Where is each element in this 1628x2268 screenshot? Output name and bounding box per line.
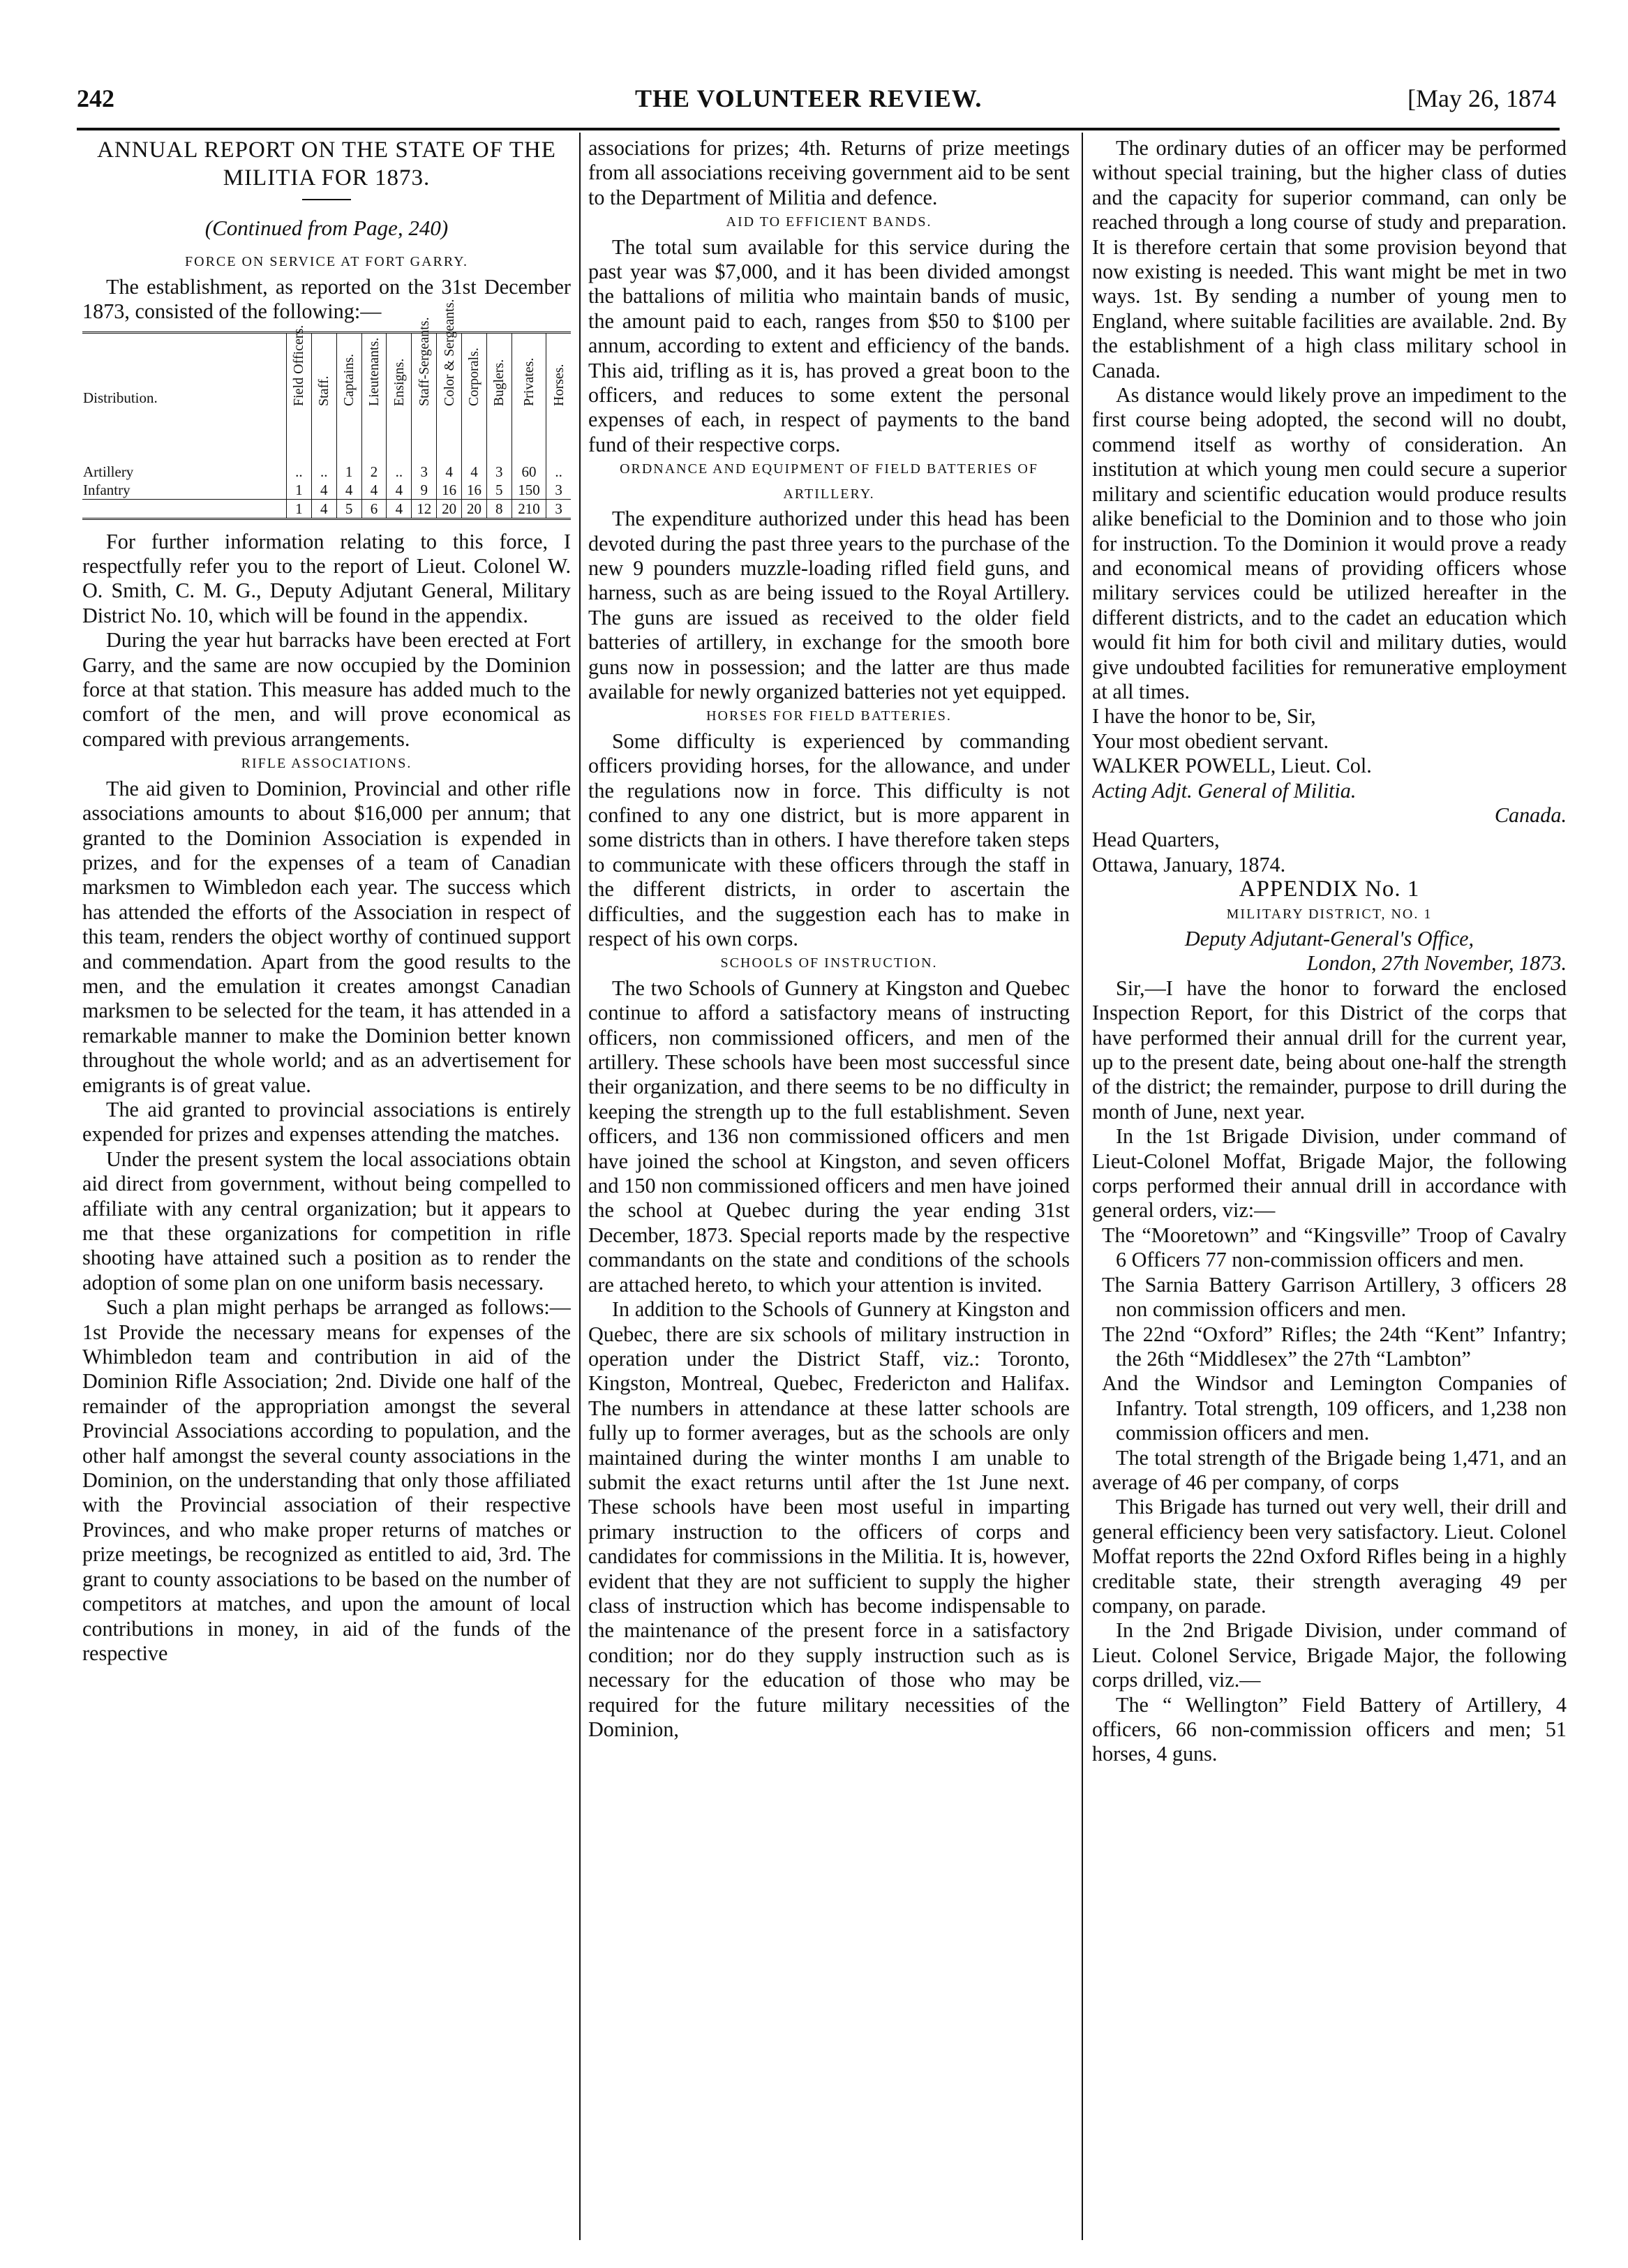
list-item: The 22nd “Oxford” Rifles; the 24th “Kent” Infantry; the 26th “Middlesex” the 27th “Lambton”: [1102, 1322, 1567, 1371]
appendix-title: APPENDIX No. 1: [1239, 876, 1420, 902]
paragraph: Such a plan might perhaps be arranged as follows:—1st Provide the necessary means for expenses of the Whimbledon team and contribution in aid of the Dominion Rifle Association; 2nd. Divide one half of the remainder of the appropriation amongst the several Provincial Associations according to population, and the other half amongst the several county associations in the Dominion, on the understanding that only those affiliated with the Provincial association of their respective Provinces, and who make proper returns of matches or prize meetings, be recognized as entitled to aid, 3rd. The grant to county associations to be based on the number of competitors at matches, and upon the amount of local contributions in money, in aid of the funds of the respective: [82, 1295, 571, 1665]
total-cell: 6: [361, 499, 387, 518]
total-cell: 5: [336, 499, 361, 518]
total-cell: 1: [287, 499, 312, 518]
paragraph: In the 1st Brigade Division, under command of Lieut-Colonel Moffat, Brigade Major, the following corps performed their annual drill in accordance with general orders, viz:—: [1092, 1124, 1567, 1223]
paragraph: Under the present system the local associations obtain aid direct from government, without being compelled to affiliate with any central organization; but it appears to me that these organizations for competition in rifle shooting have attained such a position as to render the adoption of some plan on one uniform basis necessary.: [82, 1147, 571, 1295]
continued-note: (Continued from Page, 240): [204, 216, 449, 240]
paragraph: In addition to the Schools of Gunnery at Kingston and Quebec, there are six schools of military instruction in operation under the District Staff, viz.: Toronto, Kingston, Montreal, Quebec, Fredericton and Halifax. The numbers in attendance at these latter schools are fully up to former averages, but as the schools are only maintained during the winter months I am unable to submit the exact returns until after the 1st June next. These schools have been most useful in imparting primary instruction to the officers of corps and candidates for commissions in the Militia. It is, however, evident that they are not sufficient to supply the higher class of instruction which has become indispensable to the maintenance of the present force in a satisfactory condition; nor do they supply instruction such as is necessary for the education of those who may be required for the future military necessities of the Dominion,: [588, 1297, 1070, 1741]
table-cell: 4: [336, 481, 361, 500]
table-cell: ..: [387, 463, 412, 481]
section-heading: RIFLE ASSOCIATIONS.: [241, 756, 412, 772]
paragraph: As distance would likely prove an impediment to the first course being adopted, the second will no doubt, commend itself as worthy of consideration. An institution at which young men could secure a superior military and scientific education would produce results alike beneficial to the Dominion and to those who join for instruction. To the Dominion it would prove a ready and economical means of providing officers whose military services could be utilized hereafter in the different districts, and to the cadet an education which would fit him for both civil and military duties, would give undoubted facilities for remunerative employment at all times.: [1092, 383, 1567, 703]
paragraph: The total strength of the Brigade being 1,471, and an average of 46 per company, of corps: [1092, 1445, 1567, 1494]
table-cell: 4: [361, 481, 387, 500]
paragraph: The establishment, as reported on the 31st December 1873, consisted of the following:—: [82, 274, 571, 324]
total-cell: 210: [511, 499, 546, 518]
list-item: And the Windsor and Lemington Companies of Infantry. Total strength, 109 officers, and 1,238 non commission officers and men.: [1102, 1371, 1567, 1445]
table-cell: 16: [462, 481, 487, 500]
closing-line: Your most obedient servant.: [1092, 729, 1329, 753]
table-row-label-header: Distribution.: [83, 389, 158, 407]
page-number: 242: [77, 84, 114, 112]
issue-date: [May 26, 1874: [1407, 84, 1556, 112]
table-cell: 4: [311, 481, 336, 500]
total-cell: 4: [311, 499, 336, 518]
total-cell: 20: [462, 499, 487, 518]
table-cell: 4: [387, 481, 412, 500]
office-line: Deputy Adjutant-General's Office,: [1184, 927, 1474, 950]
column-2: [588, 136, 1070, 2244]
table-cell: ..: [287, 463, 312, 481]
list-item: The “Mooretown” and “Kingsville” Troop of Cavalry 6 Officers 77 non-commission officers and men.: [1102, 1223, 1567, 1272]
column-divider-1: [579, 133, 581, 2240]
paragraph: The aid granted to provincial associations is entirely expended for prizes and expenses attending the matches.: [82, 1097, 571, 1147]
table-cell: 1: [336, 463, 361, 481]
total-cell: 4: [387, 499, 412, 518]
column-header: Staff.: [316, 375, 332, 406]
table-cell: 9: [412, 481, 437, 500]
signature-place: Canada.: [1494, 803, 1567, 827]
column-header: Color & Sergeants.: [441, 299, 457, 406]
column-header: Ensigns.: [391, 358, 407, 406]
paragraph: The two Schools of Gunnery at Kingston and Quebec continue to afford a satisfactory means of instructing officers, non commissioned officers, and men of the artillery. These schools have been most successful since their organization, and there seems to be no difficulty in keeping the strength up to the full establishment. Seven officers, and 136 non commissioned officers and men have joined the school at Kingston, and seven officers and 150 non commissioned officers and men have joined the school at Quebec during the year ending 31st December, 1873. Special reports made by the respective commandants on the state and conditions of the schools are attached hereto, to which your attention is invited.: [588, 976, 1070, 1297]
table-cell: 3: [412, 463, 437, 481]
column-header: Privates.: [521, 357, 537, 406]
list-item: The Sarnia Battery Garrison Artillery, 3 officers 28 non commission officers and men.: [1102, 1272, 1567, 1322]
header-rule: [77, 128, 1560, 130]
table-cell: 2: [361, 463, 387, 481]
column-3: [1092, 136, 1567, 2244]
paragraph: For further information relating to this force, I respectfully refer you to the report of Lieut. Colonel W. O. Smith, C. M. G., Deputy Adjutant General, Military District No. 10, which will be found in the appendix.: [82, 529, 571, 627]
table-total-row: [82, 499, 571, 518]
table-cell: 60: [511, 463, 546, 481]
table-cell: 3: [486, 463, 511, 481]
signature-name: WALKER POWELL, Lieut. Col.: [1092, 754, 1372, 778]
section-heading: FORCE ON SERVICE AT FORT GARRY.: [185, 254, 468, 270]
row-label: Infantry: [83, 481, 130, 498]
headquarters-line: Head Quarters,: [1092, 828, 1220, 852]
journal-title: THE VOLUNTEER REVIEW.: [635, 84, 983, 112]
column-divider-2: [1082, 133, 1083, 2240]
column-1: [82, 136, 571, 2244]
total-cell: 12: [412, 499, 437, 518]
section-heading: AID TO EFFICIENT BANDS.: [726, 214, 932, 230]
paragraph: Some difficulty is experienced by commanding officers providing horses, for the allowance, and under the regulations now in force. This difficulty is not confined to any one district, but is more apparent in some districts than in others. I have therefore taken steps to communicate with these officers through the staff in the different districts, in order to ascertain the difficulties, and the suggestion each has to make in respect of his own corps.: [588, 729, 1070, 950]
section-heading: SCHOOLS OF INSTRUCTION.: [720, 955, 938, 971]
column-header: Staff-Sergeants.: [416, 317, 432, 406]
closing-line: I have the honor to be, Sir,: [1092, 704, 1316, 729]
table-row: [82, 481, 571, 500]
total-cell: 3: [546, 499, 571, 518]
page-header: [77, 84, 1556, 126]
paragraph: This Brigade has turned out very well, their drill and general efficiency been very satisfactory. Lieut. Colonel Moffat reports the 22nd Oxford Rifles being in a highly creditable state, their strength averaging 49 per company, on parade.: [1092, 1495, 1567, 1618]
table-cell: 3: [546, 481, 571, 500]
table-cell: ..: [311, 463, 336, 481]
paragraph: The expenditure authorized under this head has been devoted during the past three years to the purchase of the new 9 pounders muzzle-loading rifled field guns, and harness, such as are being issued to the Royal Artillery. The guns are issued as received to the older field batteries of artillery, in exchange for the smooth bore guns now in possession; and the latter are thus made available for newly organized batteries not yet equipped.: [588, 507, 1070, 703]
total-cell: 20: [437, 499, 462, 518]
paragraph: During the year hut barracks have been erected at Fort Garry, and the same are now occupied by the Dominion force at that station. This measure has added much to the comfort of the men, and will prove economical as compared with previous arrangements.: [82, 628, 571, 751]
section-heading: MILITARY DISTRICT, NO. 1: [1226, 906, 1433, 922]
paragraph: The “ Wellington” Field Battery of Artillery, 4 officers, 66 non-commission officers and men; 51 horses, 4 guns.: [1092, 1692, 1567, 1766]
signature-title: Acting Adjt. General of Militia.: [1092, 778, 1357, 803]
table-cell: 150: [511, 481, 546, 500]
paragraph: The aid given to Dominion, Provincial and other rifle associations amounts to about $16,000 per annum; that granted to the Dominion Association is expended in prizes, and for the expenses of a team of Canadian marksmen to Wimbledon each year. The success which has attended the efforts of the Association in respect of this team, renders the object worthy of continued support and commendation. Apart from the good results to the men, and the emulation it creates amongst Canadian marksmen to be selected for the team, it has attended in a remarkable manner to make the Dominion better known throughout the whole world; and as an advertisement for emigrants is of great value.: [82, 776, 571, 1097]
place-date-line: London, 27th November, 1873.: [1306, 951, 1567, 976]
table-cell: 4: [437, 463, 462, 481]
article-title: ANNUAL REPORT ON THE STATE OF THE MILITIA FOR 1873.: [97, 137, 556, 191]
paragraph: Sir,—I have the honor to forward the enclosed Inspection Report, for this District of the corps that have performed their annual drill for the current year, up to the present date, being about one-half the strength of the district; the remainder, purpose to drill during the month of June, next year.: [1092, 976, 1567, 1124]
table-cell: 1: [287, 481, 312, 500]
total-cell: 8: [486, 499, 511, 518]
table-cell: ..: [546, 463, 571, 481]
table-row: [82, 463, 571, 481]
headquarters-date: Ottawa, January, 1874.: [1092, 852, 1286, 876]
paragraph: associations for prizes; 4th. Returns of prize meetings from all associations receiving government aid to be sent to the Department of Militia and defence.: [588, 136, 1070, 209]
paragraph: In the 2nd Brigade Division, under command of Lieut. Colonel Service, Brigade Major, the following corps drilled, viz.—: [1092, 1618, 1567, 1692]
paragraph: The total sum available for this service during the past year was $7,000, and it has been divided amongst the battalions of militia who maintain bands of music, the amount paid to each, ranges from $50 to $100 per annum, according to extent and efficiency of the bands. This aid, trifling as it is, has proved a great boon to the officers, and reduces to some extent the personal expenses of each, in respect of payments to the band fund of their respective corps.: [588, 234, 1070, 456]
column-header: Horses.: [551, 364, 567, 406]
column-header: Lieutenants.: [366, 337, 382, 406]
column-header: Corporals.: [466, 347, 482, 406]
table-cell: 16: [437, 481, 462, 500]
paragraph: The ordinary duties of an officer may be performed without special training, but the higher class of duties and the capacity for superior command, can only be reached through a long course of study and preparation. It is therefore certain that some provision beyond that now existing is needed. This want might be met in two ways. 1st. By sending a number of young men to England, where suitable facilities are available. 2nd. By the establishment of a high class military school in Canada.: [1092, 136, 1567, 382]
table-cell: 4: [462, 463, 487, 481]
column-header: Field Officers.: [291, 324, 307, 406]
title-rule: [302, 199, 351, 200]
column-header: Buglers.: [491, 359, 507, 406]
table-cell: 5: [486, 481, 511, 500]
row-label: Artillery: [83, 463, 134, 480]
section-heading: ORDNANCE AND EQUIPMENT OF FIELD BATTERIES OF ARTILLERY.: [620, 461, 1038, 502]
column-header: Captains.: [341, 353, 357, 406]
section-heading: HORSES FOR FIELD BATTERIES.: [706, 708, 952, 724]
